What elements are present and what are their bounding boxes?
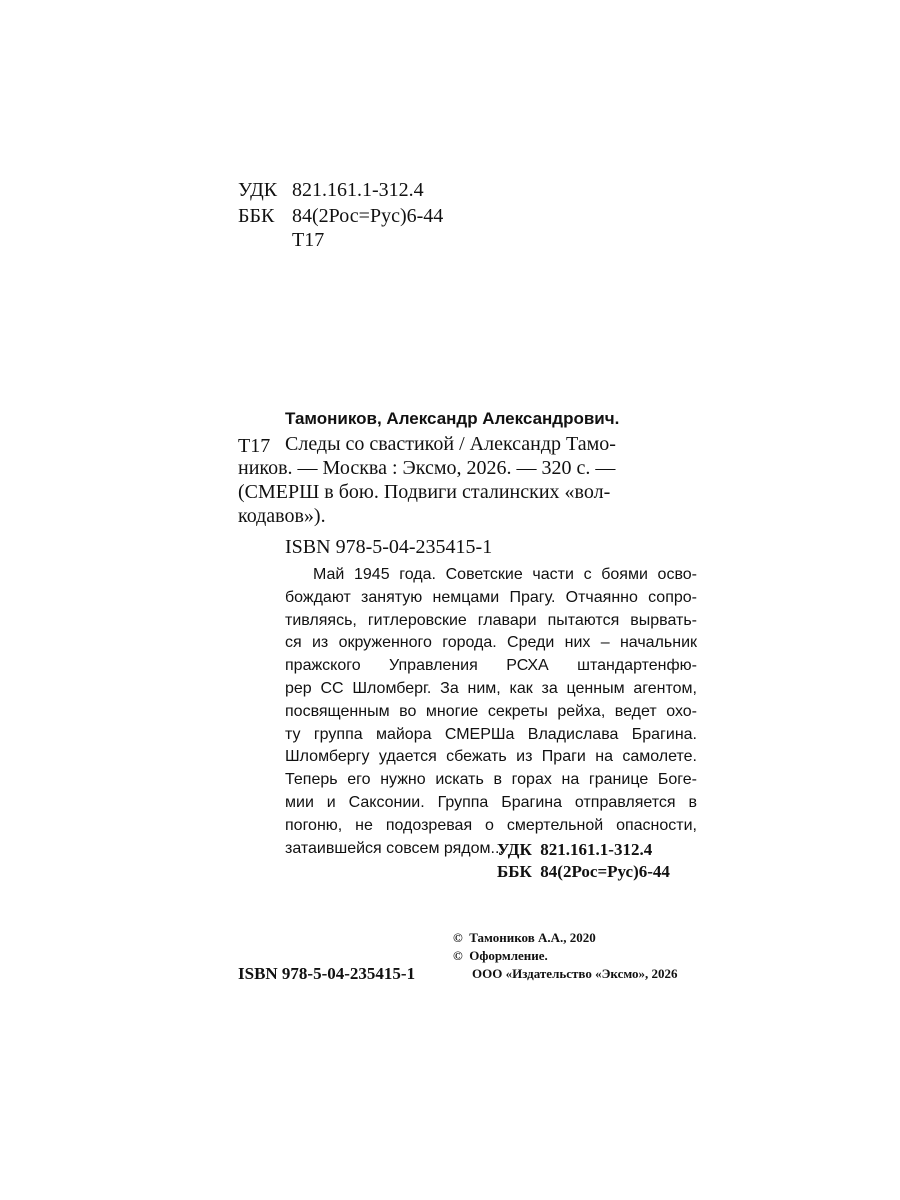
annotation-line: рер СС Шломберг. За ним, как за ценным агентом, (285, 679, 697, 697)
top-udk-line (238, 178, 424, 202)
bottom-isbn: ISBN 978-5-04-235415-1 (238, 964, 416, 983)
card-udk-line: УДК 821.161.1-312.4 (497, 840, 653, 859)
annotation-line: бождают занятую немцами Прагу. Отчаянно сопро- (285, 588, 697, 606)
annotation-line: Теперь его нужно искать в горах на границе Боге- (285, 771, 697, 789)
annotation-line: пражского Управления РСХА штандартенфю- (285, 657, 697, 675)
annotation-line: Шломбергу удается сбежать из Праги на самолете. (285, 748, 697, 766)
top-udk-label: УДК (238, 179, 278, 201)
copyright-design: © Оформление. (453, 948, 548, 963)
card-bbk-line: ББК 84(2Рос=Рус)6-44 (497, 862, 670, 881)
top-udk-value: 821.161.1-312.4 (292, 179, 424, 201)
annotation (285, 564, 697, 860)
top-bbk-value: 84(2Рос=Рус)6-44 (292, 205, 444, 227)
top-bbk-label: ББК (238, 205, 275, 227)
annotation-line: мии и Саксонии. Группа Брагина отправляется в (285, 793, 697, 811)
annotation-line: затаившейся совсем рядом... (285, 839, 504, 857)
top-cutter: Т17 (292, 229, 325, 251)
bib-line: ников. — Москва : Эксмо, 2026. — 320 с. — (238, 457, 616, 479)
card-cutter: Т17 (238, 435, 271, 457)
bib-line: Следы со свастикой / Александр Тамо- (285, 433, 616, 455)
copyright-author: © Тамоников А.А., 2020 (453, 930, 596, 945)
annotation-line: погоню, не подозревая о смертельной опасности, (285, 816, 697, 834)
annotation-line: ту группа майора СМЕРШа Владислава Брагина. (285, 725, 697, 743)
top-bbk-line (238, 204, 444, 228)
annotation-line: посвященным во многие секреты рейха, ведет охо- (285, 702, 697, 720)
annotation-line: тивляясь, гитлеровские главари пытаются вырвать- (285, 611, 697, 629)
publisher-imprint: ООО «Издательство «Эксмо», 2026 (472, 966, 678, 981)
author-heading: Тамоников, Александр Александрович. (285, 409, 620, 428)
card-isbn: ISBN 978-5-04-235415-1 (285, 536, 493, 558)
bib-line: кодавов»). (238, 505, 326, 527)
annotation-line: ся из окруженного города. Среди них – начальник (285, 634, 697, 652)
annotation-line: Май 1945 года. Советские части с боями осво- (313, 566, 697, 583)
bib-line: (СМЕРШ в бою. Подвиги сталинских «вол- (238, 481, 611, 503)
